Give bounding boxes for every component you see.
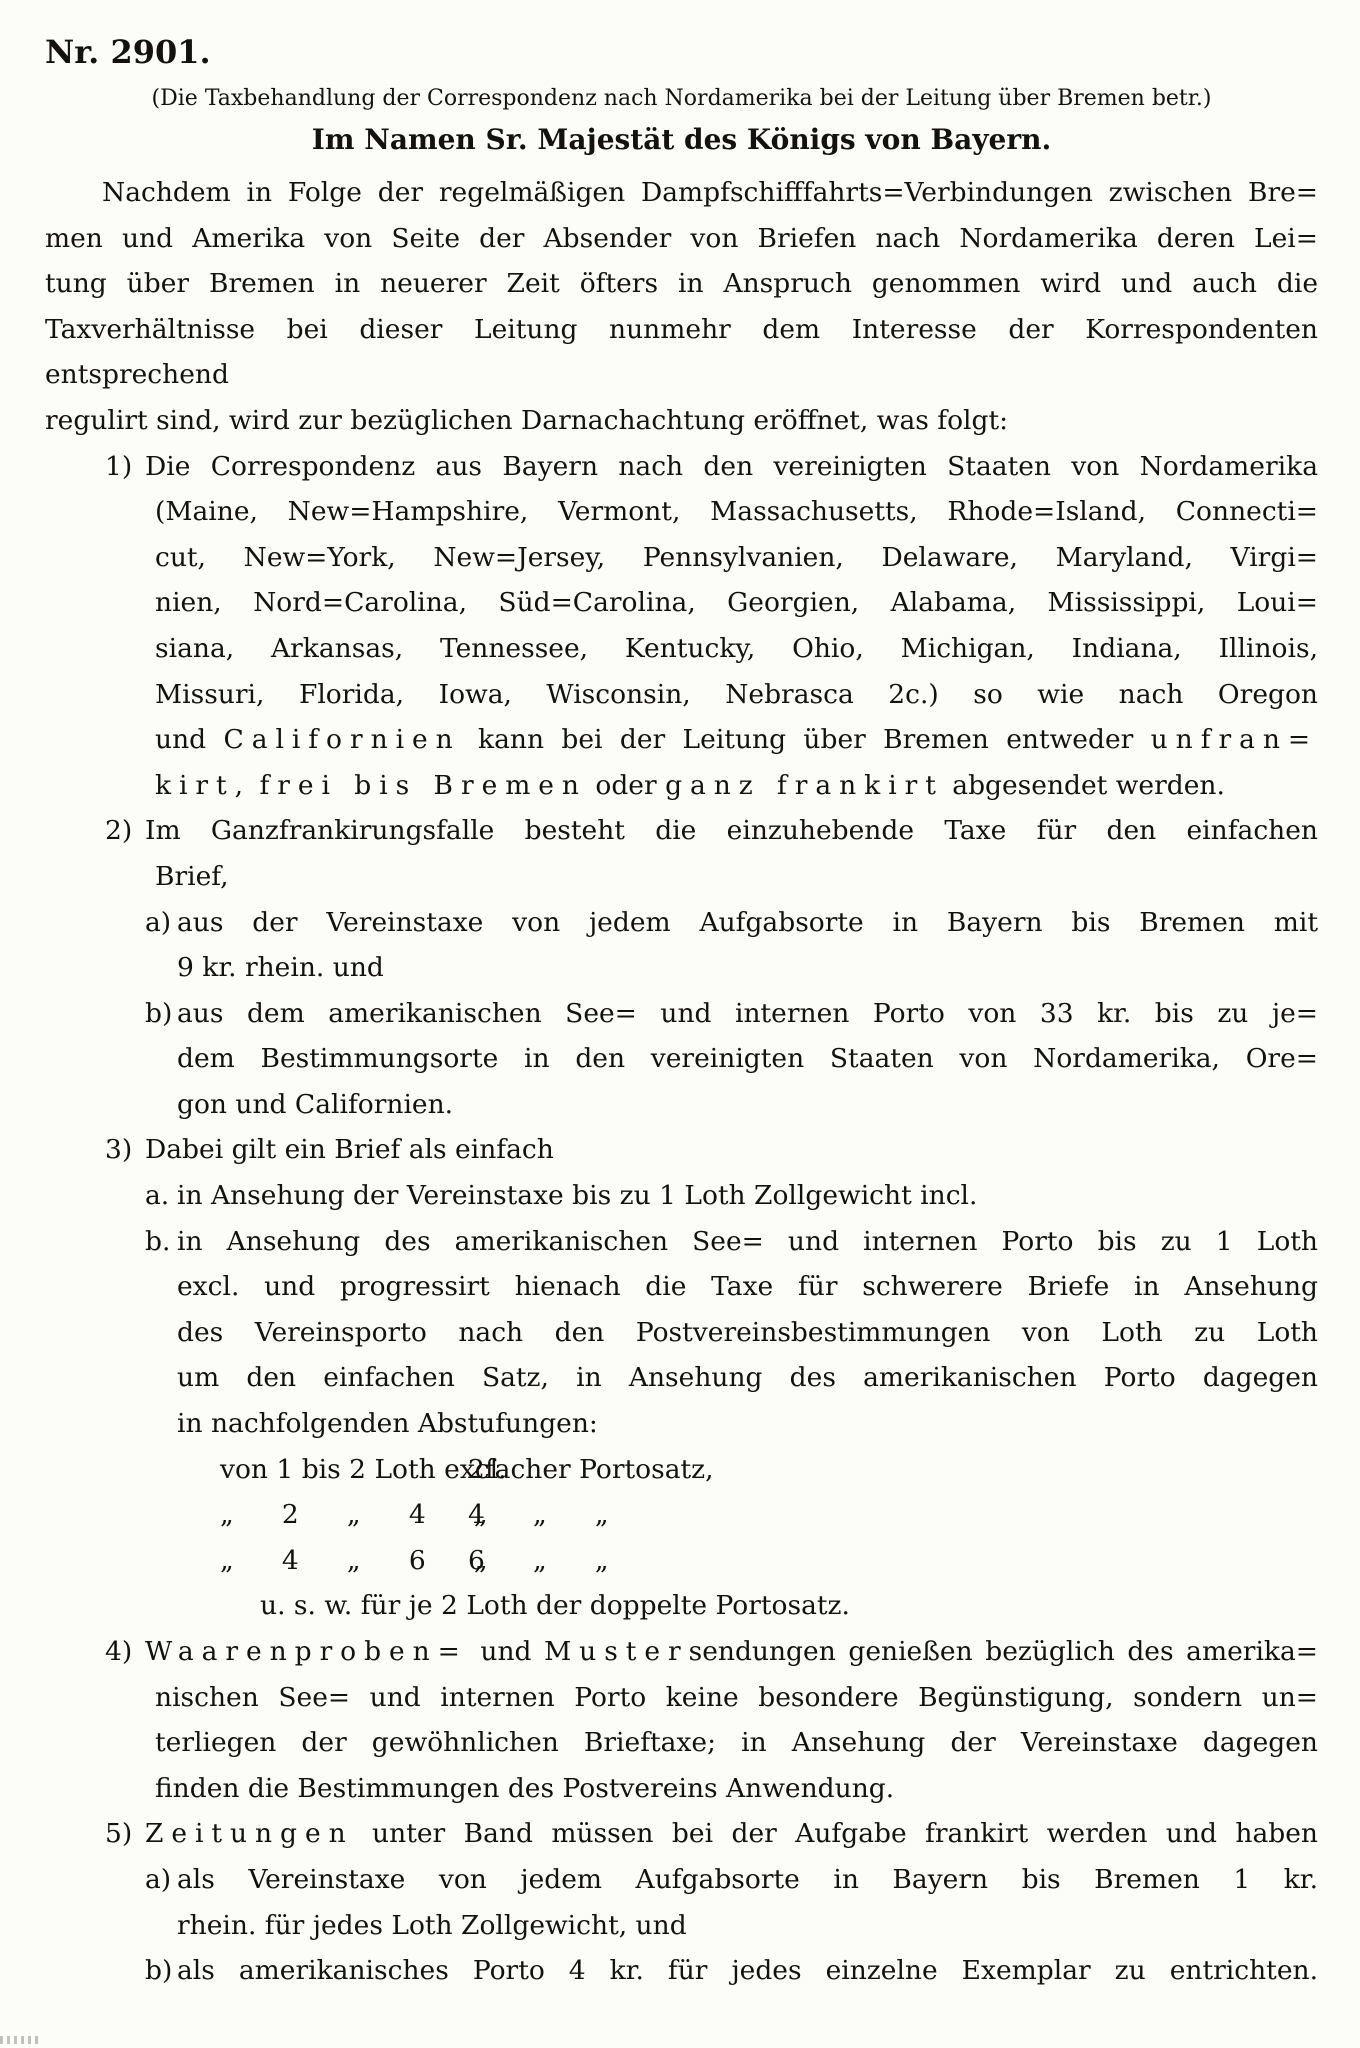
emphasized-text: ganz frankirt (665, 769, 944, 801)
list-marker: a) (145, 906, 172, 938)
emphasized-text: Californien (223, 724, 461, 756)
text-line (155, 626, 1318, 672)
text-line (155, 717, 1318, 763)
text-line (45, 1173, 1318, 1219)
body-text: men und Amerika von Seite der Absender von Briefen nach Nordamerika deren Lei= (45, 222, 1318, 254)
list-marker: 2) (105, 815, 133, 847)
table-col-weight-range: „ 4 „ 6 „ (220, 1544, 488, 1576)
text-line (155, 672, 1318, 718)
body-text: regulirt sind, wird zur bezüglichen Darnachachtung eröffnet, was folgt: (45, 404, 1009, 436)
body-text: Die Correspondenz aus Bayern nach den vereinigten Staaten von Nordamerika (145, 450, 1318, 482)
body-text: Taxverhältnisse bei dieser Leitung nunmehr dem Interesse der Korrespondenten entsprechend (45, 313, 1318, 391)
text-line (45, 1811, 1318, 1857)
text-line (220, 1447, 1318, 1493)
text-line (155, 1766, 1318, 1812)
document-body (45, 170, 1318, 1994)
body-text: siana, Arkansas, Tennessee, Kentucky, Ohio, Michigan, Indiana, Illinois, (155, 632, 1318, 664)
text-line (45, 808, 1318, 854)
emphasized-text: Muster (544, 1636, 689, 1667)
text-line (177, 945, 1318, 991)
list-marker: b) (145, 997, 173, 1029)
text-line (260, 1583, 1318, 1629)
body-text: finden die Bestimmungen des Postvereins Anwendung. (155, 1772, 895, 1804)
text-line (177, 1355, 1318, 1401)
list-marker: 5) (105, 1818, 133, 1850)
body-text: unter Band müssen bei der Aufgabe frankirt werden und haben (353, 1818, 1318, 1850)
text-line (45, 307, 1318, 398)
body-text: als Vereinstaxe von jedem Aufgabsorte in Bayern bis Bremen 1 kr. (177, 1863, 1318, 1895)
text-line (220, 1492, 1318, 1538)
body-text: Missuri, Florida, Iowa, Wisconsin, Nebrasca 2c.) so wie nach Oregon (155, 678, 1318, 710)
body-text: Nachdem in Folge der regelmäßigen Dampfschifffahrts=Verbindungen zwischen Bre= (102, 177, 1318, 208)
emphasized-text: Zeitungen (145, 1818, 354, 1850)
list-marker: 4) (105, 1636, 133, 1667)
document-number: Nr. 2901. (45, 33, 211, 71)
body-text: excl. und progressirt hienach die Taxe für schwerere Briefe in Ansehung (177, 1271, 1318, 1303)
table-col-weight-range: von 1 bis 2 Loth excl. (220, 1453, 507, 1485)
text-line (45, 991, 1318, 1037)
body-text: in Ansehung der Vereinstaxe bis zu 1 Loth Zollgewicht incl. (177, 1180, 978, 1212)
body-text: (Maine, New=Hampshire, Vermont, Massachusetts, Rhode=Island, Connecti= (155, 496, 1318, 528)
text-line (45, 1629, 1318, 1675)
text-line (155, 580, 1318, 626)
list-marker: 3) (105, 1134, 133, 1166)
text-line (177, 1310, 1318, 1356)
body-text: als amerikanisches Porto 4 kr. für jedes einzelne Exemplar zu entrichten. (177, 1955, 1318, 1987)
body-text: tung über Bremen in neuerer Zeit öfters in Anspruch genommen wird und auch die (45, 268, 1318, 300)
table-col-postage-rate: 4 „ „ (468, 1499, 609, 1531)
list-marker: a) (145, 1863, 172, 1895)
table-col-postage-rate: 6 „ „ (468, 1544, 609, 1576)
body-text: oder (586, 769, 666, 801)
emphasized-text: unfran= (1150, 724, 1318, 756)
text-line (177, 1401, 1318, 1447)
text-line (45, 1127, 1318, 1173)
text-line (177, 1903, 1318, 1949)
body-text: aus dem amerikanischen See= und internen Porto von 33 kr. bis zu je= (177, 997, 1318, 1029)
emphasized-text: kirt, (155, 769, 252, 801)
text-line (177, 1264, 1318, 1310)
text-line (102, 170, 1318, 216)
text-line (155, 763, 1318, 809)
text-line (177, 1036, 1318, 1082)
body-text: und (155, 724, 224, 756)
text-line (45, 900, 1318, 946)
body-text: 9 kr. rhein. und (177, 952, 384, 984)
text-line (45, 398, 1318, 444)
text-line (155, 489, 1318, 535)
body-text: rhein. für jedes Loth Zollgewicht, und (177, 1909, 687, 1941)
text-line (155, 1675, 1318, 1721)
body-text: u. s. w. für je 2 Loth der doppelte Portosatz. (260, 1590, 850, 1622)
emphasized-text: frei bis Bremen (259, 769, 587, 801)
body-text: dem Bestimmungsorte in den vereinigten Staaten von Nordamerika, Ore= (177, 1043, 1318, 1075)
text-line (155, 535, 1318, 581)
body-text: nischen See= und internen Porto keine besondere Begünstigung, sondern un= (155, 1681, 1318, 1713)
text-line (45, 1948, 1318, 1994)
list-marker: 1) (105, 450, 133, 482)
text-line (45, 1857, 1318, 1903)
list-marker: a. (145, 1180, 170, 1212)
royal-proclamation-heading: Im Namen Sr. Majestät des Königs von Bayern. (311, 123, 1052, 156)
text-line (45, 444, 1318, 490)
body-text: in nachfolgenden Abstufungen: (177, 1408, 598, 1440)
body-text: Im Ganzfrankirungsfalle besteht die einzuhebende Taxe für den einfachen (145, 815, 1318, 847)
body-text: terliegen der gewöhnlichen Brieftaxe; in Ansehung der Vereinstaxe dagegen (155, 1727, 1318, 1759)
body-text: cut, New=York, New=Jersey, Pennsylvanien, Delaware, Maryland, Virgi= (155, 541, 1318, 573)
text-line (177, 1082, 1318, 1128)
text-line (220, 1538, 1318, 1584)
body-text: Dabei gilt ein Brief als einfach (145, 1134, 554, 1166)
text-line (45, 216, 1318, 262)
text-line (155, 1720, 1318, 1766)
text-line (45, 261, 1318, 307)
list-marker: b) (145, 1955, 173, 1987)
body-text: nien, Nord=Carolina, Süd=Carolina, Georgien, Alabama, Mississippi, Loui= (155, 587, 1318, 619)
body-text: kann bei der Leitung über Bremen entweder (460, 724, 1151, 756)
body-text: sendungen genießen bezüglich des amerika= (688, 1636, 1318, 1667)
body-text: des Vereinsporto nach den Postvereinsbestimmungen von Loth zu Loth (177, 1316, 1318, 1348)
subject-line: (Die Taxbehandlung der Correspondenz nach Nordamerika bei der Leitung über Bremen betr.) (151, 86, 1212, 111)
body-text: und (467, 1636, 545, 1667)
text-line (155, 854, 1318, 900)
table-col-weight-range: „ 2 „ 4 „ (220, 1499, 488, 1531)
list-marker: b. (145, 1225, 171, 1257)
body-text: Brief, (155, 860, 229, 892)
table-col-postage-rate: 2facher Portosatz, (468, 1453, 714, 1485)
body-text: aus der Vereinstaxe von jedem Aufgabsorte in Bayern bis Bremen mit (177, 906, 1318, 938)
body-text: abgesendet werden. (943, 769, 1225, 801)
emphasized-text: Waarenproben= (145, 1636, 468, 1667)
body-text: gon und Californien. (177, 1088, 454, 1120)
text-line (45, 1219, 1318, 1265)
body-text: in Ansehung des amerikanischen See= und internen Porto bis zu 1 Loth (177, 1225, 1318, 1257)
scan-artifact (0, 2036, 40, 2044)
body-text: um den einfachen Satz, in Ansehung des amerikanischen Porto dagegen (177, 1362, 1318, 1394)
